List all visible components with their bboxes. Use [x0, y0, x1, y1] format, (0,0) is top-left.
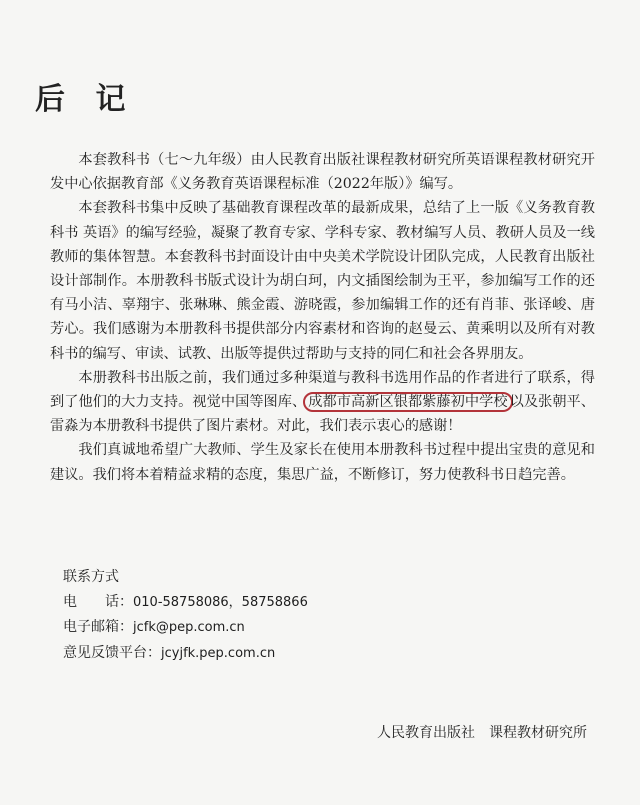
signature-publisher: 人民教育出版社 — [377, 725, 475, 741]
email-label: 电子邮箱： — [63, 619, 133, 635]
body-text — [50, 148, 595, 487]
paragraph-4: 我们真诚地希望广大教师、学生及家长在使用本册教科书过程中提出宝贵的意见和建议。我们将本着精益求精的态度，集思广益，不断修订，努力使教科书日趋完善。 — [50, 442, 595, 483]
paragraph-2: 本套教科书集中反映了基础教育课程改革的最新成果，总结了上一版《义务教育教科书 英语》的编写经验，凝聚了教育专家、学科专家、教材编写人员、教研人员及一线教师的集体智慧。本套教科书封面设计由中央美术学院设计团队完成，人民教育出版社设计部制作。本册教科书版式设计为胡白珂，内文插图绘制为王平，参加编写工作的还有马小洁、辜翔宇、张琳琳、熊金霞、游晓霞，参加编辑工作的还有肖菲、张译峻、唐芳心。我们感谢为本册教科书提供部分内容素材和咨询的赵曼云、黄乘明以及所有对教科书的编写、审读、试教、出版等提供过帮助与支持的同仁和社会各界朋友。 — [50, 200, 595, 362]
paragraph-3 — [50, 366, 595, 439]
contact-feedback — [63, 641, 308, 667]
contact-heading: 联系方式 — [63, 569, 119, 585]
feedback-value: jcyjfk.pep.com.cn — [161, 645, 276, 661]
highlighted-school-name: 成都市高新区银都紫藤初中学校 — [303, 392, 512, 412]
email-value: jcfk@pep.com.cn — [133, 620, 245, 635]
contact-section — [63, 565, 308, 666]
phone-label: 电 话： — [63, 593, 133, 610]
contact-email — [63, 615, 308, 641]
feedback-label: 意见反馈平台： — [63, 644, 161, 661]
paragraph-3-after: 以及张朝平、雷淼为本册教科书提供了图片素材。对此，我们表示衷心的感谢！ — [50, 394, 595, 435]
paragraph-1: 本套教科书（七～九年级）由人民教育出版社课程教材研究所英语课程教材研究开发中心依据教育部《义务教育英语课程标准（2022年版）》编写。 — [50, 152, 595, 193]
signature-institute: 课程教材研究所 — [489, 725, 587, 741]
signature — [377, 722, 587, 742]
contact-phone — [63, 590, 308, 616]
paragraph-3-before: 本册教科书出版之前，我们通过多种渠道与教科书选用作品的作者进行了联系，得到了他们的大力支持。视觉中国等图库、 — [50, 369, 595, 411]
page-title: 后 记 — [35, 82, 136, 117]
phone-value: 010-58758086，58758866 — [133, 594, 308, 610]
